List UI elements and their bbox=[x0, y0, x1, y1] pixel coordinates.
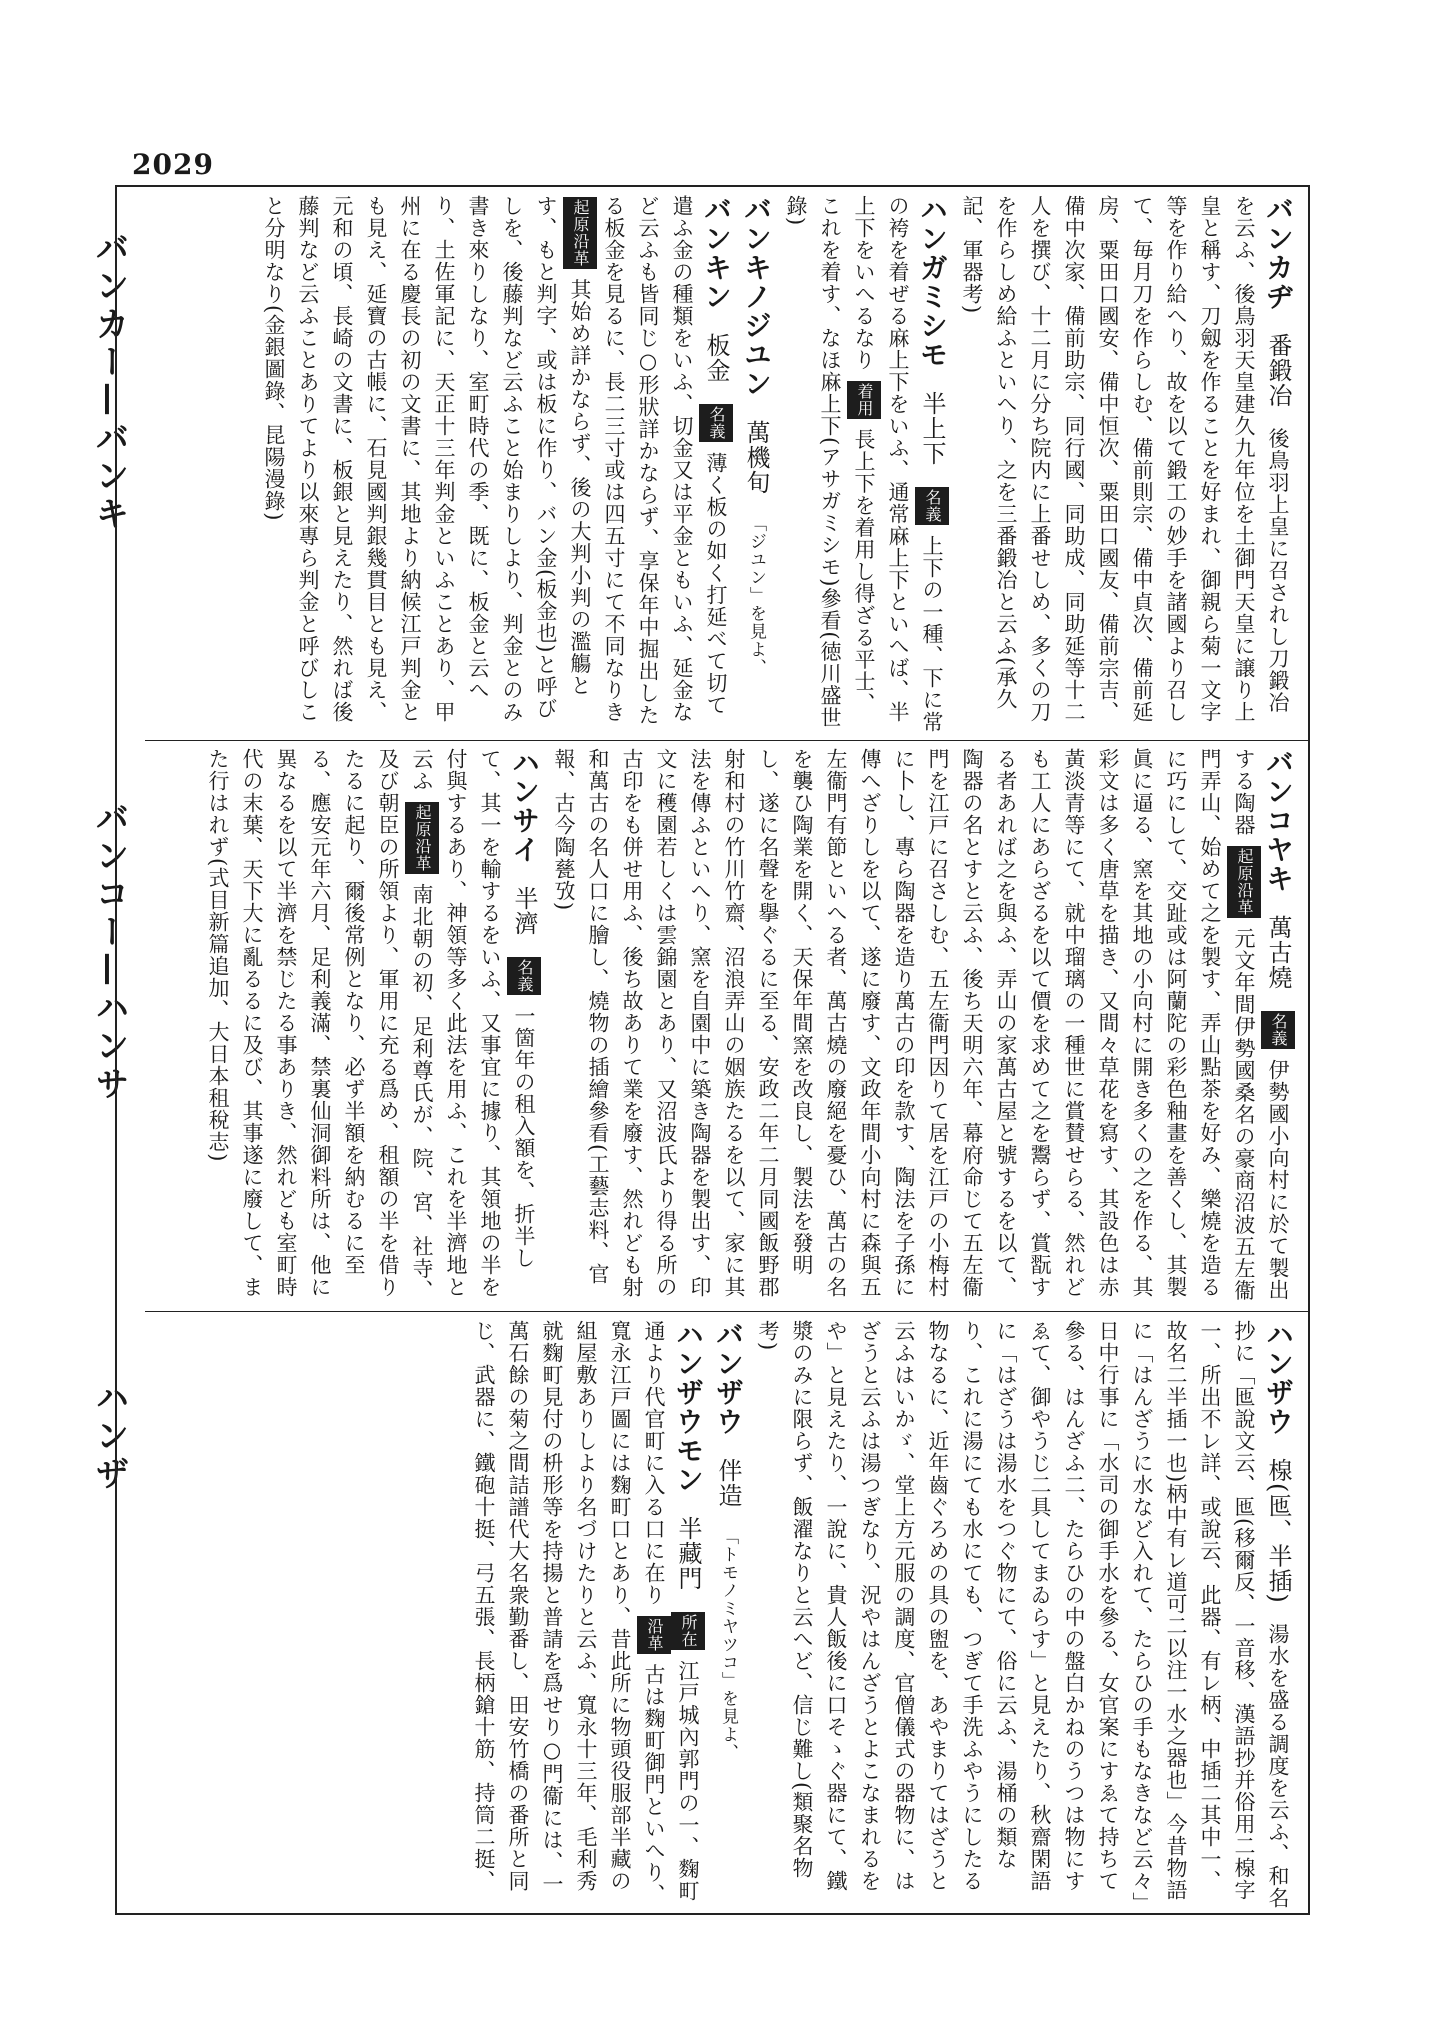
entry-head: バンザウ bbox=[712, 1320, 745, 1436]
band-2 bbox=[145, 748, 1295, 1306]
entry-text: 湯水を盛る調度を云ふ、和名抄に「匜說文云、匜(移爾反、一音移、漢語抄并俗用二楾字一、所出不レ詳、或說云、此器、有レ柄、中插二其中一、故名二半插一也)柄中有レ道可二以注一水之器也」今昔物語に「はんざうに水など入れて、たらひの手もなきなど云々」日中行事に「水司の御手水を參る、女官案にすゑて持ちて參る、はんざふ二、たらひの中の盤白かねのうつは物にすゑて、御やうじ二具してまゐらす」と見えたり、秋齋閑語に「はざうは湯水をつぐ物にて、俗に云ふ、湯桶の類なり、これに湯にても水にても、つぎて手洗ふやうにしたる物なるに、近年齒ぐろめの具の盥を、あやまりてはざうと云ふはいかゞ、堂上方元服の調度、官僧儀式の器物に、はざうと云ふは湯つぎなり、況やはんざうとよこなまれるをや」と見えたり、一說に、貴人飯後に口そゝぐ器にて、鐵漿のみに限らず、飯濯なりと云へど、信じ難し(類聚名物考) bbox=[756, 1320, 1290, 1910]
entry-tag: 名義 bbox=[1261, 1011, 1295, 1049]
entry-hansai bbox=[201, 748, 541, 1306]
entry-text: 長上下を着用し得ざる平士、これを着す、なほ麻上下(アサガミシモ)參看(徳川盛世錄) bbox=[784, 195, 876, 729]
page-number: 2029 bbox=[132, 148, 214, 181]
entry-head: バンカヂ bbox=[1262, 195, 1295, 311]
entry-kanji: 半上下 bbox=[918, 390, 946, 466]
entry-head: バンコヤキ bbox=[1262, 748, 1295, 893]
entry-hangamishimo bbox=[779, 195, 949, 735]
entry-kanji: 半濟 bbox=[510, 885, 538, 936]
entry-text: 南北朝の初、足利尊氏が、院、宮、社寺、及び朝臣の所領より、軍用に充る爲め、租額の半を借りたるに起り、爾後常例となり、必ず半額を納むるに至る、應安元年六月、足利義滿、禁裏仙洞御料所は、他に異なるを以て半濟を禁じたる事ありき、然れども室町時代の末葉、天下大に亂るるに及び、其事遂に廢して、また行はれず(式目新篇追加、大日本租稅志) bbox=[206, 748, 434, 1302]
entry-head: ハンザウ bbox=[1262, 1320, 1295, 1436]
entry-text: 古は麴町御門といへり、寬永江戸圖には麴町口とあり、昔此所に物頭役服部半藏の組屋敷ありしより名づけたりと云ふ、寬永十三年、毛利秀就麴町見付の枡形等を持揚と普請を爲せり○門衞には、一萬石餘の菊之間詰譜代大名衆勤番し、田安竹橋の番所と同じ、武器に、鐵砲十挺、弓五張、長柄鎗十筋、持筒二挺、 bbox=[472, 1320, 666, 1906]
entry-bankoyaki bbox=[547, 748, 1295, 1306]
entry-head: バンキノジユン bbox=[740, 195, 773, 398]
entry-tag: 名義 bbox=[915, 487, 949, 525]
entry-hanzau bbox=[751, 1320, 1295, 1910]
entry-note: 「ジユン」を見よ、 bbox=[746, 514, 766, 677]
running-head-3: ハンザ bbox=[89, 1380, 129, 1494]
running-head-2: バンコー—ハンサ bbox=[89, 800, 129, 1104]
entry-tag: 起原沿革 bbox=[405, 802, 439, 874]
entry-kanji: 伴造 bbox=[714, 1457, 742, 1508]
entry-tag: 名義 bbox=[507, 957, 541, 995]
entry-text: 伊勢國小向村に於て製出する陶器 bbox=[1232, 748, 1290, 1302]
running-head-1: バンカー—バンキ bbox=[89, 230, 129, 534]
entry-text: 上下の一種、下に常の袴を着ぜる麻上下をいふ、通常麻上下といへば、半上下をいへるなり bbox=[852, 195, 944, 734]
entry-tag: 沿革 bbox=[637, 1616, 671, 1654]
entry-text: 一箇年の租入額を、折半して、其一を輸するをいふ、又事宜に據り、其領地の半を付與するあり、神領等多く此法を用ふ、これを半濟地と云ふ bbox=[410, 748, 536, 1298]
entry-tag: 起原沿革 bbox=[1227, 846, 1261, 918]
entry-text: 元文年間伊勢國桑名の豪商沼波五左衞門弄山、始めて之を製す、弄山點茶を好み、樂燒を造るに巧にして、交趾或は阿蘭陀の彩色釉畫を善くし、其製眞に逼る、窯を其地の小向村に開き多くの之を作る、其彩文は多く唐草を描き、又間々草花を寫す、其設色は赤黃淡青等にて、就中瑠璃の一種世に賞賛せらる、然れども工人にあらざるを以て價を求めて之を鬻らず、賞翫する者あれば之を與ふ、弄山の家萬古屋と號するを以て、陶器の名とすと云ふ、後ち天明六年、幕府命じて五左衞門を江戸に召さしむ、五左衞門因りて居を江戸の小梅村に卜し、專ら陶器を造り萬古の印を款す、陶法を子孫に傳へざりしを以て、遂に廢す、文政年間小向村に森與五左衞門有節といへる者、萬古燒の廢絕を憂ひ、萬古の名を襲ひ陶業を開く、天保年間窯を改良し、製法を發明し、遂に名聲を擧ぐるに至る、安政二年二月同國飯野郡射和村の竹川竹齋、沼浪弄山の姻族たるを以て、家に其法を傳ふといへり、窯を自園中に築き陶器を製出す、印文に穫園若しくは雲錦園とあり、又沼波氏より得る所の古印をも併せ用ふ、後ち故ありて業を廢す、然れども射和萬古の名人口に膾し、燒物の插繪參看(工藝志料、官報、古今陶甆攷) bbox=[552, 748, 1256, 1302]
entry-bankinojun bbox=[739, 195, 773, 735]
entry-tag: 名義 bbox=[699, 404, 733, 442]
entry-hanzaumon bbox=[467, 1320, 705, 1910]
entry-tag: 所在 bbox=[671, 1612, 705, 1650]
entry-text: 薄く板の如く打延べて切て遣ふ金の種類をいふ、切金又は平金ともいふ、延金など云ふも皆同じ○形狀詳かならず、享保年中掘出したる板金を見るに、長二三寸或は四五寸にて不同なりき bbox=[602, 195, 728, 726]
entry-kanji: 萬古燒 bbox=[1264, 914, 1292, 990]
entry-text: 江戸城內郭門の一、麴町通より代官町に入る口に在り bbox=[642, 1320, 700, 1903]
band-3 bbox=[145, 1320, 1295, 1910]
band-divider bbox=[145, 740, 1310, 741]
entry-kanji: 萬機旬 bbox=[742, 419, 770, 495]
band-divider bbox=[145, 1311, 1310, 1312]
entry-head: ハンザウモン bbox=[672, 1320, 705, 1494]
entry-head: バンキン bbox=[700, 195, 733, 311]
entry-head: ハンサイ bbox=[508, 748, 541, 864]
entry-tag: 着用 bbox=[847, 381, 881, 419]
entry-kanji: 板金 bbox=[702, 332, 730, 383]
entry-banzau bbox=[711, 1320, 745, 1910]
entry-tag: 起原沿革 bbox=[563, 197, 597, 269]
entry-note: 「トモノミヤツコ」を見よ、 bbox=[718, 1527, 738, 1762]
entry-head: ハンガミシモ bbox=[916, 195, 949, 369]
entry-bankin bbox=[257, 195, 733, 735]
band-1 bbox=[145, 195, 1295, 735]
entry-kanji: 半藏門 bbox=[674, 1515, 702, 1591]
entry-text: 後鳥羽上皇に召されし刀鍛冶を云ふ、後鳥羽天皇建久九年位を土御門天皇に譲り上皇と稱す、刀劔を作ることを好まれ、御親ら菊一文字等を作り給へり、故を以て鍛工の妙手を諸國より召して、毎月刀を作らしむ、備前則宗、備中貞次、備前延房、粟田口國安、備中恒次、粟田口國友、備前宗吉、備中次家、備前助宗、同行國、同助成、同助延等十二人を撰び、十二月に分ち院内に上番せしめ、多くの刀を作らしめ給ふといへり、之を三番鍛冶と云ふ(承久記、軍器考) bbox=[960, 195, 1290, 723]
entry-kanji: 番鍛冶 bbox=[1264, 332, 1292, 408]
entry-bankaji bbox=[955, 195, 1295, 735]
entry-kanji: 楾(匜、半插) bbox=[1264, 1457, 1292, 1604]
entry-text: 其始め詳かならず、後の大判小判の濫觴とす、もと判字、或は板に作り、バン金(板金也)と呼びしを、後藤判など云ふこと始まりしより、判金とのみ書き來りしなり、室町時代の季、既に、板金と云へり、土佐軍記に、天正十三年判金といふことあり、甲州に在る慶長の初の文書に、其地より納候江戸判金とも見え、延寶の古帳に、石見國判銀幾貫目とも見え、元和の頃、長崎の文書に、板銀と見えたり、然れば後藤判など云ふことありてより以來專ら判金と呼びしこと分明なり(金銀圖錄、昆陽漫錄) bbox=[262, 195, 592, 723]
